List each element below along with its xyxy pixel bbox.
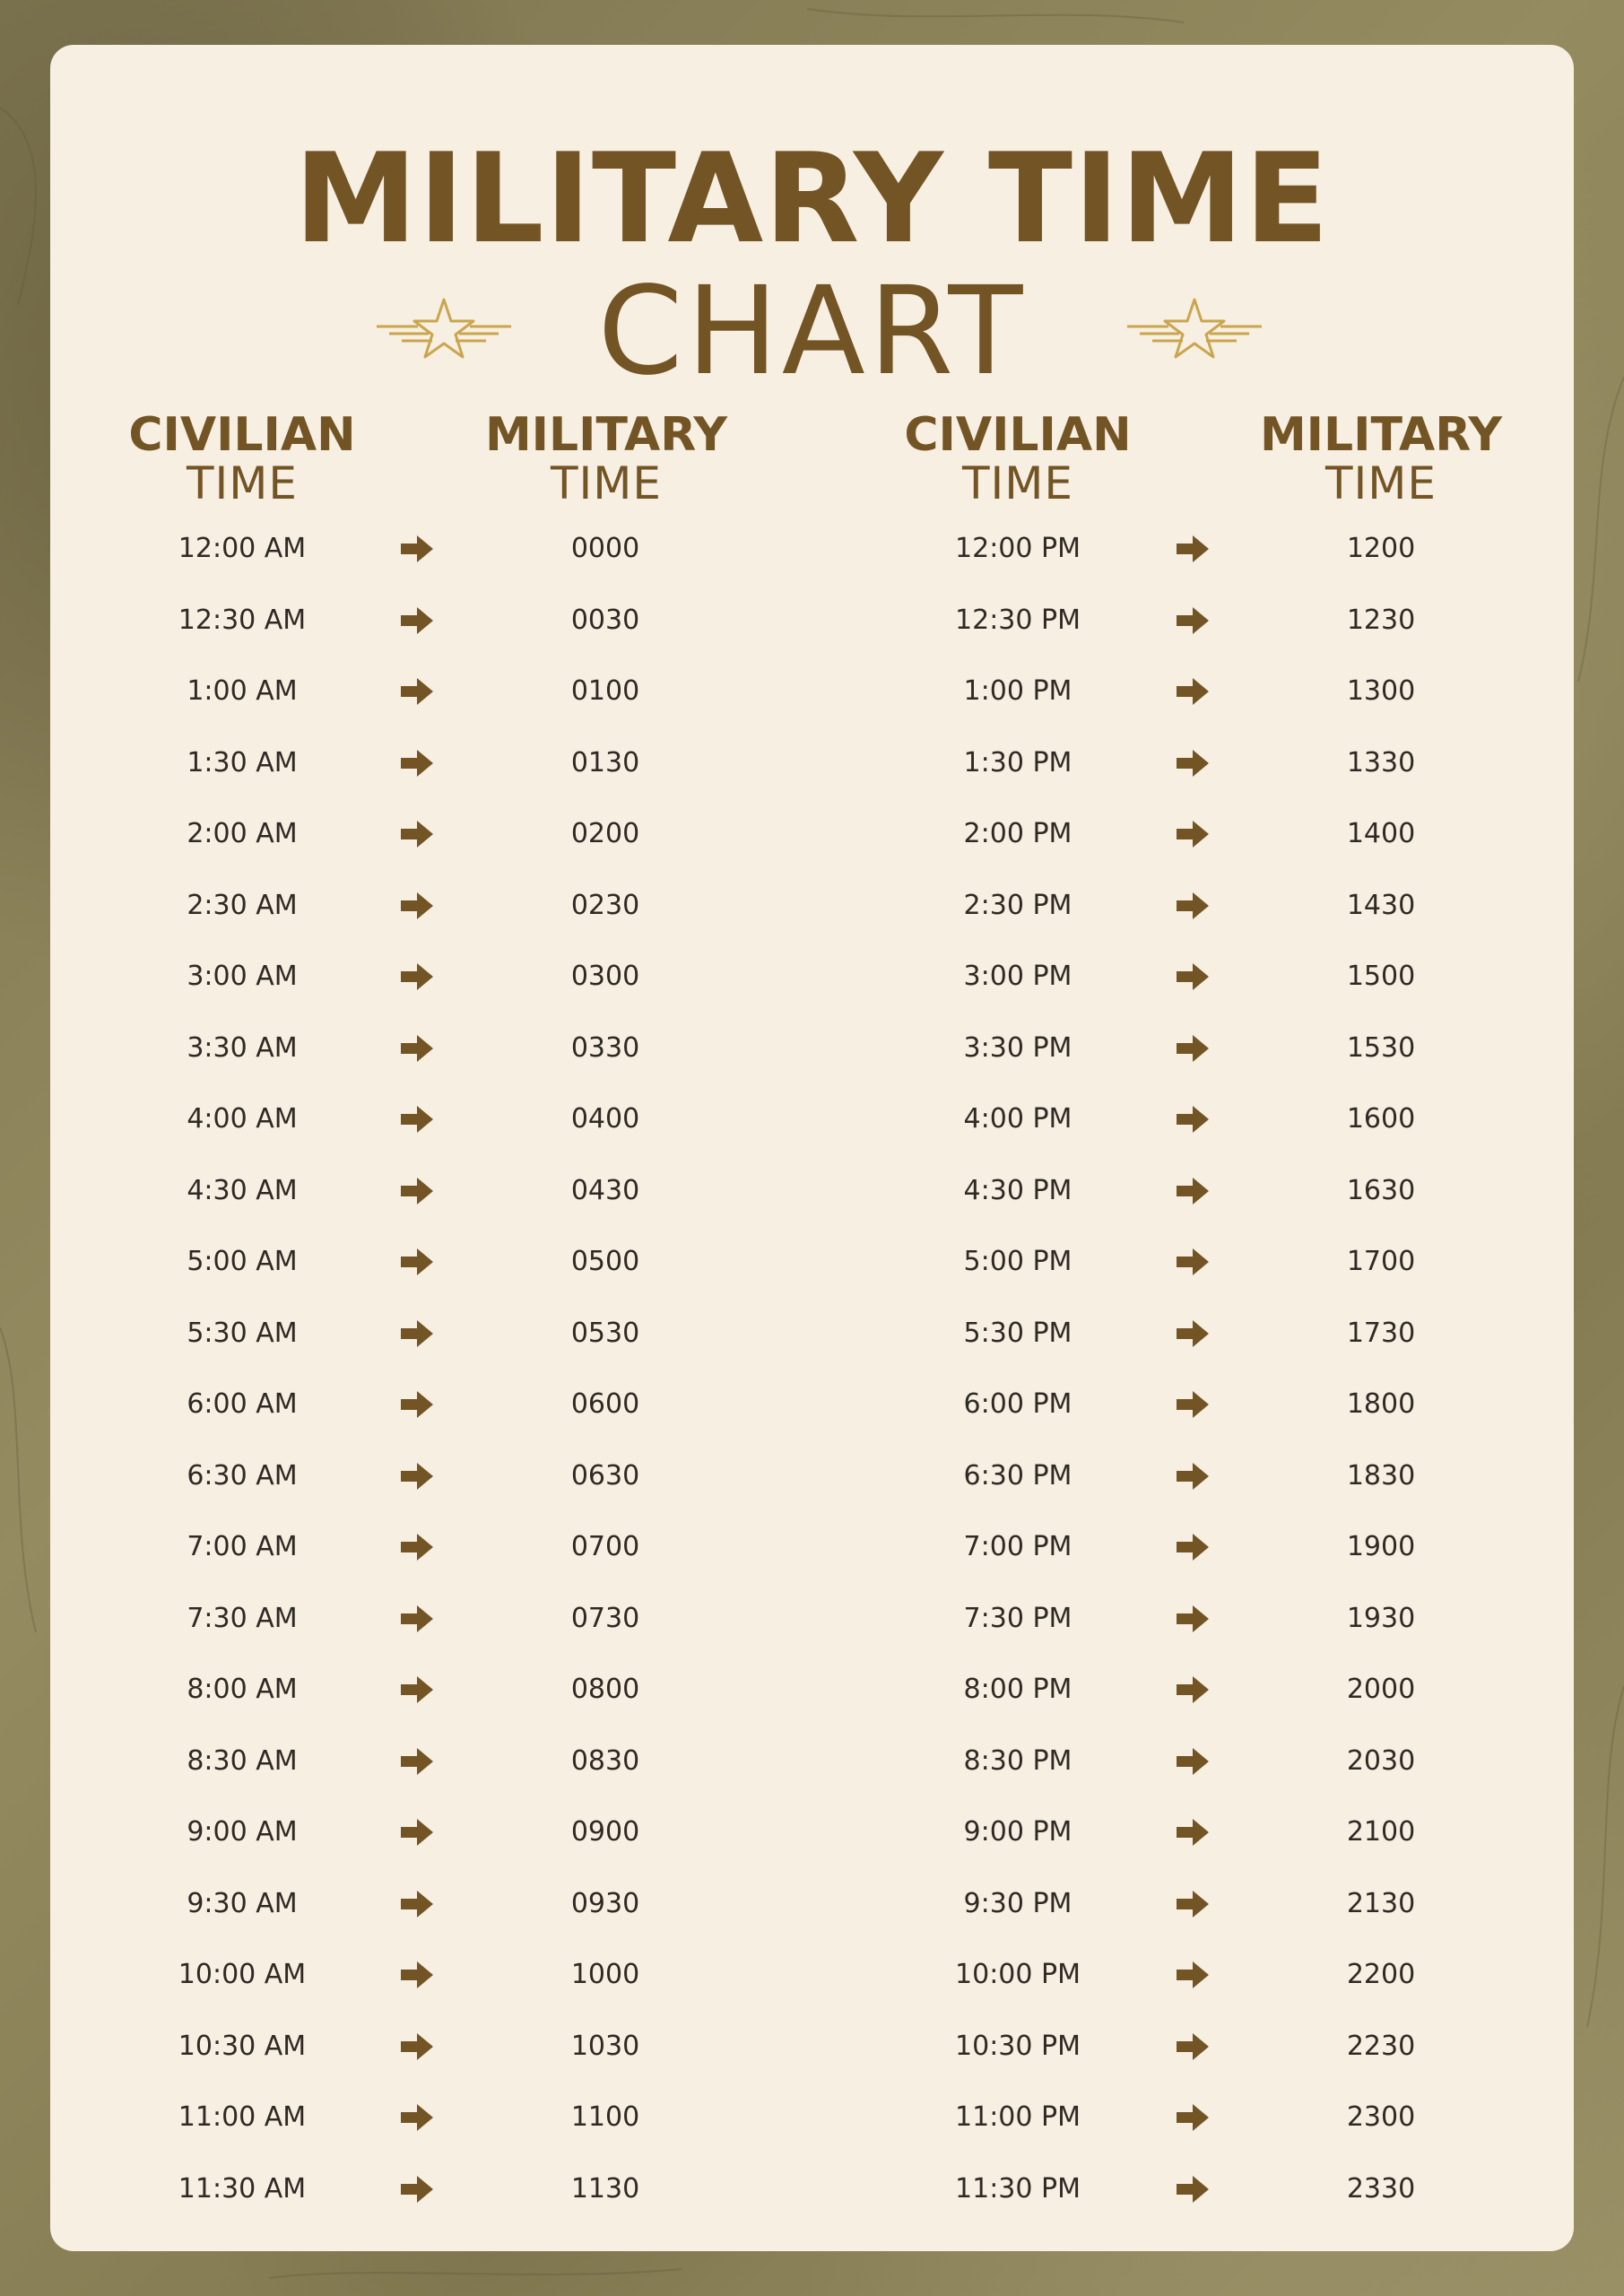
arrow-right-icon: [401, 2175, 433, 2204]
military-time: 2030: [1346, 1744, 1416, 1777]
military-time: 0830: [570, 1744, 640, 1777]
list-item: [826, 1101, 1454, 1173]
list-item: [50, 1031, 678, 1102]
chart-card: [50, 45, 1574, 2251]
list-item: [826, 1244, 1454, 1316]
military-time: 0100: [570, 675, 640, 707]
arrow-right-icon: [401, 1747, 433, 1776]
arrow-right-icon: [1177, 1890, 1209, 1918]
arrow-right-icon: [401, 1462, 433, 1491]
civilian-time: 8:00 AM: [187, 1674, 298, 1705]
civilian-time: 4:00 PM: [963, 1103, 1073, 1135]
list-item: [50, 1316, 678, 1387]
arrow-right-icon: [1177, 891, 1209, 920]
civilian-time: 2:30 AM: [187, 889, 298, 921]
civilian-time: 12:00 PM: [955, 533, 1081, 564]
military-time: 1130: [570, 2172, 640, 2205]
military-time: 0700: [570, 1531, 640, 1562]
list-item: [826, 2171, 1454, 2243]
civilian-time: 5:00 PM: [963, 1246, 1073, 1277]
arrow-right-icon: [401, 1105, 433, 1134]
civilian-time: 5:30 AM: [187, 1317, 298, 1349]
civilian-time: 9:30 AM: [187, 1887, 298, 1919]
list-item: [50, 1957, 678, 2029]
military-time: 1500: [1346, 961, 1416, 992]
arrow-right-icon: [1177, 820, 1209, 848]
arrow-right-icon: [401, 2032, 433, 2061]
header-line1: CIVILIAN: [904, 408, 1132, 462]
civilian-time: 11:00 AM: [178, 2101, 307, 2133]
military-time: 2000: [1346, 1674, 1416, 1705]
military-time: 1400: [1346, 818, 1416, 849]
arrow-right-icon: [401, 1319, 433, 1348]
list-item: [50, 674, 678, 745]
military-time: 0600: [570, 1388, 640, 1420]
header-line1: CIVILIAN: [128, 408, 356, 462]
civilian-time: 9:00 AM: [187, 1816, 298, 1848]
military-time: 2230: [1346, 2030, 1416, 2062]
list-item: [50, 1672, 678, 1744]
arrow-right-icon: [1177, 677, 1209, 706]
list-item: [826, 674, 1454, 745]
arrow-right-icon: [1177, 1961, 1209, 1989]
civilian-time: 12:00 AM: [178, 533, 307, 564]
list-item: [50, 603, 678, 674]
list-item: [50, 1529, 678, 1601]
military-time: 0730: [570, 1602, 640, 1634]
arrow-right-icon: [401, 677, 433, 706]
civilian-time: 1:00 PM: [963, 675, 1073, 707]
list-item: [826, 531, 1454, 603]
list-item: [50, 816, 678, 888]
civilian-time: 2:30 PM: [963, 889, 1073, 921]
header-line2: TIME: [961, 457, 1074, 509]
military-time: 0230: [570, 889, 640, 921]
arrow-right-icon: [1177, 1533, 1209, 1561]
arrow-right-icon: [401, 535, 433, 563]
list-item: [826, 1601, 1454, 1673]
civilian-time: 4:30 PM: [963, 1174, 1073, 1206]
list-item: [826, 888, 1454, 960]
military-time: 1530: [1346, 1031, 1416, 1064]
header-line2: TIME: [550, 457, 663, 509]
header-left-military: [445, 408, 768, 509]
military-time: 1230: [1346, 604, 1416, 636]
civilian-time: 11:30 AM: [178, 2172, 307, 2205]
list-item: [50, 1173, 678, 1245]
arrow-right-icon: [1177, 1319, 1209, 1348]
arrow-right-icon: [401, 820, 433, 848]
header-right-civilian: [856, 408, 1179, 509]
civilian-time: 8:30 AM: [187, 1744, 298, 1777]
military-time: 0530: [570, 1317, 640, 1349]
military-time: 1930: [1346, 1602, 1416, 1634]
civilian-time: 9:30 PM: [963, 1887, 1073, 1919]
header-line1: MILITARY: [1259, 408, 1503, 462]
list-item: [826, 959, 1454, 1031]
military-time: 0630: [570, 1459, 640, 1492]
civilian-time: 5:30 PM: [963, 1317, 1073, 1349]
arrow-right-icon: [1177, 2103, 1209, 2132]
list-item: [826, 1316, 1454, 1387]
am-conversion-list: [50, 531, 678, 2242]
civilian-time: 7:30 AM: [187, 1602, 298, 1634]
arrow-right-icon: [1177, 1177, 1209, 1205]
page-subtitle: CHART: [597, 261, 1027, 403]
arrow-right-icon: [401, 1890, 433, 1918]
civilian-time: 10:00 AM: [178, 1959, 307, 1990]
civilian-time: 11:30 PM: [955, 2172, 1081, 2205]
civilian-time: 10:30 PM: [955, 2030, 1081, 2062]
civilian-time: 2:00 PM: [963, 818, 1073, 849]
civilian-time: 6:00 AM: [187, 1388, 298, 1420]
military-time: 1630: [1346, 1174, 1416, 1206]
military-time: 1330: [1346, 746, 1416, 778]
list-item: [50, 1101, 678, 1173]
list-item: [826, 2100, 1454, 2171]
arrow-right-icon: [401, 1533, 433, 1561]
military-time: 0400: [570, 1103, 640, 1135]
list-item: [50, 745, 678, 817]
military-time: 0000: [570, 533, 640, 564]
list-item: [826, 2029, 1454, 2100]
military-time: 0430: [570, 1174, 640, 1206]
list-item: [826, 603, 1454, 674]
list-item: [826, 1458, 1454, 1530]
arrow-right-icon: [1177, 2032, 1209, 2061]
civilian-time: 8:00 PM: [963, 1674, 1073, 1705]
arrow-right-icon: [1177, 1105, 1209, 1134]
arrow-right-icon: [1177, 1605, 1209, 1633]
military-time: 1430: [1346, 889, 1416, 921]
arrow-right-icon: [401, 1177, 433, 1205]
arrow-right-icon: [1177, 1248, 1209, 1276]
civilian-time: 7:30 PM: [963, 1602, 1073, 1634]
military-time: 1900: [1346, 1531, 1416, 1562]
military-time: 0500: [570, 1246, 640, 1277]
list-item: [826, 745, 1454, 817]
list-item: [826, 816, 1454, 888]
military-time: 0130: [570, 746, 640, 778]
military-time: 1700: [1346, 1246, 1416, 1277]
arrow-right-icon: [1177, 962, 1209, 991]
civilian-time: 7:00 PM: [963, 1531, 1073, 1562]
military-time: 1200: [1346, 533, 1416, 564]
civilian-time: 5:00 AM: [187, 1246, 298, 1277]
arrow-right-icon: [401, 891, 433, 920]
arrow-right-icon: [401, 1818, 433, 1847]
header-line2: TIME: [186, 457, 299, 509]
military-time: 1030: [570, 2030, 640, 2062]
list-item: [50, 1601, 678, 1673]
military-time: 1730: [1346, 1317, 1416, 1349]
civilian-time: 6:30 PM: [963, 1459, 1073, 1492]
list-item: [826, 1957, 1454, 2029]
list-item: [50, 959, 678, 1031]
civilian-time: 3:00 AM: [187, 961, 298, 992]
winged-star-icon: [1127, 296, 1262, 364]
list-item: [50, 2171, 678, 2243]
civilian-time: 7:00 AM: [187, 1531, 298, 1562]
civilian-time: 4:00 AM: [187, 1103, 298, 1135]
arrow-right-icon: [401, 1605, 433, 1633]
military-time: 1800: [1346, 1388, 1416, 1420]
arrow-right-icon: [1177, 1675, 1209, 1704]
arrow-right-icon: [401, 606, 433, 635]
arrow-right-icon: [1177, 1818, 1209, 1847]
military-time: 0930: [570, 1887, 640, 1919]
arrow-right-icon: [401, 1248, 433, 1276]
arrow-right-icon: [1177, 1462, 1209, 1491]
civilian-time: 6:00 PM: [963, 1388, 1073, 1420]
military-time: 0800: [570, 1674, 640, 1705]
military-time: 2200: [1346, 1959, 1416, 1990]
civilian-time: 3:30 PM: [963, 1031, 1073, 1064]
arrow-right-icon: [401, 1390, 433, 1419]
military-time: 1300: [1346, 675, 1416, 707]
list-item: [50, 2100, 678, 2171]
civilian-time: 10:00 PM: [955, 1959, 1081, 1990]
header-line1: MILITARY: [484, 408, 728, 462]
arrow-right-icon: [1177, 2175, 1209, 2204]
military-time: 0300: [570, 961, 640, 992]
arrow-right-icon: [401, 1034, 433, 1063]
list-item: [50, 531, 678, 603]
list-item: [826, 1173, 1454, 1245]
list-item: [50, 1387, 678, 1458]
arrow-right-icon: [401, 2103, 433, 2132]
military-time: 2300: [1346, 2101, 1416, 2133]
civilian-time: 2:00 AM: [187, 818, 298, 849]
list-item: [826, 1886, 1454, 1958]
military-time: 0200: [570, 818, 640, 849]
arrow-right-icon: [401, 962, 433, 991]
military-time: 1100: [570, 2101, 640, 2133]
list-item: [826, 1672, 1454, 1744]
arrow-right-icon: [1177, 1034, 1209, 1063]
arrow-right-icon: [401, 1675, 433, 1704]
civilian-time: 9:00 PM: [963, 1816, 1073, 1848]
list-item: [826, 1744, 1454, 1815]
civilian-time: 1:30 PM: [963, 746, 1073, 778]
pm-conversion-list: [826, 531, 1454, 2242]
list-item: [826, 1031, 1454, 1102]
civilian-time: 12:30 AM: [178, 604, 307, 636]
civilian-time: 12:30 PM: [955, 604, 1081, 636]
list-item: [50, 1744, 678, 1815]
arrow-right-icon: [1177, 749, 1209, 778]
header-right-military: [1220, 408, 1542, 509]
arrow-right-icon: [401, 749, 433, 778]
civilian-time: 8:30 PM: [963, 1744, 1073, 1777]
header-left-civilian: [81, 408, 404, 509]
military-time: 1000: [570, 1959, 640, 1990]
civilian-time: 3:00 PM: [963, 961, 1073, 992]
arrow-right-icon: [401, 1961, 433, 1989]
list-item: [50, 888, 678, 960]
header-line2: TIME: [1324, 457, 1437, 509]
list-item: [50, 1814, 678, 1886]
civilian-time: 11:00 PM: [955, 2101, 1081, 2133]
list-item: [826, 1529, 1454, 1601]
list-item: [50, 2029, 678, 2100]
civilian-time: 1:30 AM: [187, 746, 298, 778]
arrow-right-icon: [1177, 1747, 1209, 1776]
military-time: 0030: [570, 604, 640, 636]
military-time: 1600: [1346, 1103, 1416, 1135]
civilian-time: 1:00 AM: [187, 675, 298, 707]
arrow-right-icon: [1177, 535, 1209, 563]
civilian-time: 4:30 AM: [187, 1174, 298, 1206]
list-item: [826, 1814, 1454, 1886]
arrow-right-icon: [1177, 1390, 1209, 1419]
military-time: 0330: [570, 1031, 640, 1064]
civilian-time: 10:30 AM: [178, 2030, 307, 2062]
page-title: MILITARY TIME: [294, 126, 1330, 271]
list-item: [50, 1886, 678, 1958]
military-time: 1830: [1346, 1459, 1416, 1492]
list-item: [826, 1387, 1454, 1458]
military-time: 2130: [1346, 1887, 1416, 1919]
arrow-right-icon: [1177, 606, 1209, 635]
military-time: 2330: [1346, 2172, 1416, 2205]
civilian-time: 6:30 AM: [187, 1459, 298, 1492]
civilian-time: 3:30 AM: [187, 1031, 298, 1064]
list-item: [50, 1244, 678, 1316]
military-time: 2100: [1346, 1816, 1416, 1848]
list-item: [50, 1458, 678, 1530]
military-time: 0900: [570, 1816, 640, 1848]
